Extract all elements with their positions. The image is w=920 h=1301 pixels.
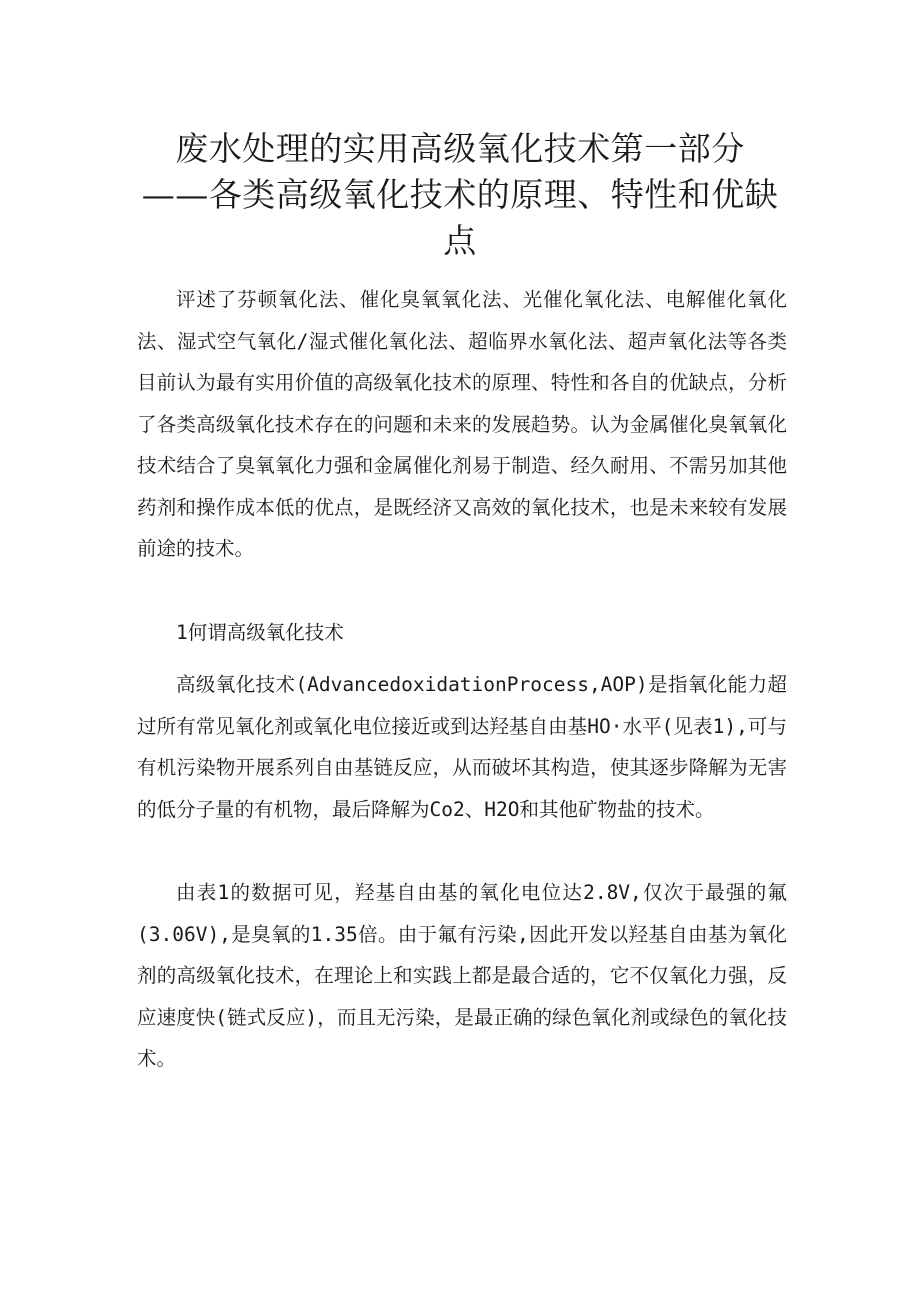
title-line-2: ——各类高级氧化技术的原理、特性和优缺 — [141, 175, 779, 214]
title-line-1: 废水处理的实用高级氧化技术第一部分 — [175, 129, 745, 168]
document-title — [130, 126, 790, 264]
title-line-3: 点 — [443, 221, 477, 260]
body-paragraph-2: 由表1的数据可见，羟基自由基的氧化电位达2.8V,仅次于最强的氟(3.06V),是臭氧的1.35倍。由于氟有污染,因此开发以羟基自由基为氧化剂的高级氧化技术，在理论上和实践上都是最合适的，它不仅氧化力强，反应速度快(链式反应)，而且无污染，是最正确的绿色氧化剂或绿色的氧化技术。 — [137, 881, 787, 1070]
section-heading: 1何谓高级氧化技术 — [176, 621, 344, 644]
abstract-paragraph: 评述了芬顿氧化法、催化臭氧氧化法、光催化氧化法、电解催化氧化法、湿式空气氧化/湿式催化氧化法、超临界水氧化法、超声氧化法等各类目前认为最有实用价值的高级氧化技术的原理、特性和各自的优缺点，分析了各类高级氧化技术存在的问题和未来的发展趋势。认为金属催化臭氧氧化技术结合了臭氧氧化力强和金属催化剂易于制造、经久耐用、不需另加其他药剂和操作成本低的优点，是既经济又高效的氧化技术，也是未来较有发展前途的技术。 — [137, 288, 787, 560]
body-paragraph-1: 高级氧化技术(AdvancedoxidationProcess,AOP)是指氧化能力超过所有常见氧化剂或氧化电位接近或到达羟基自由基HO·水平(见表1),可与有机污染物开展系列自由基链反应，从而破坏其构造，使其逐步降解为无害的低分子量的有机物，最后降解为Co2、H2O和其他矿物盐的技术。 — [137, 673, 787, 821]
